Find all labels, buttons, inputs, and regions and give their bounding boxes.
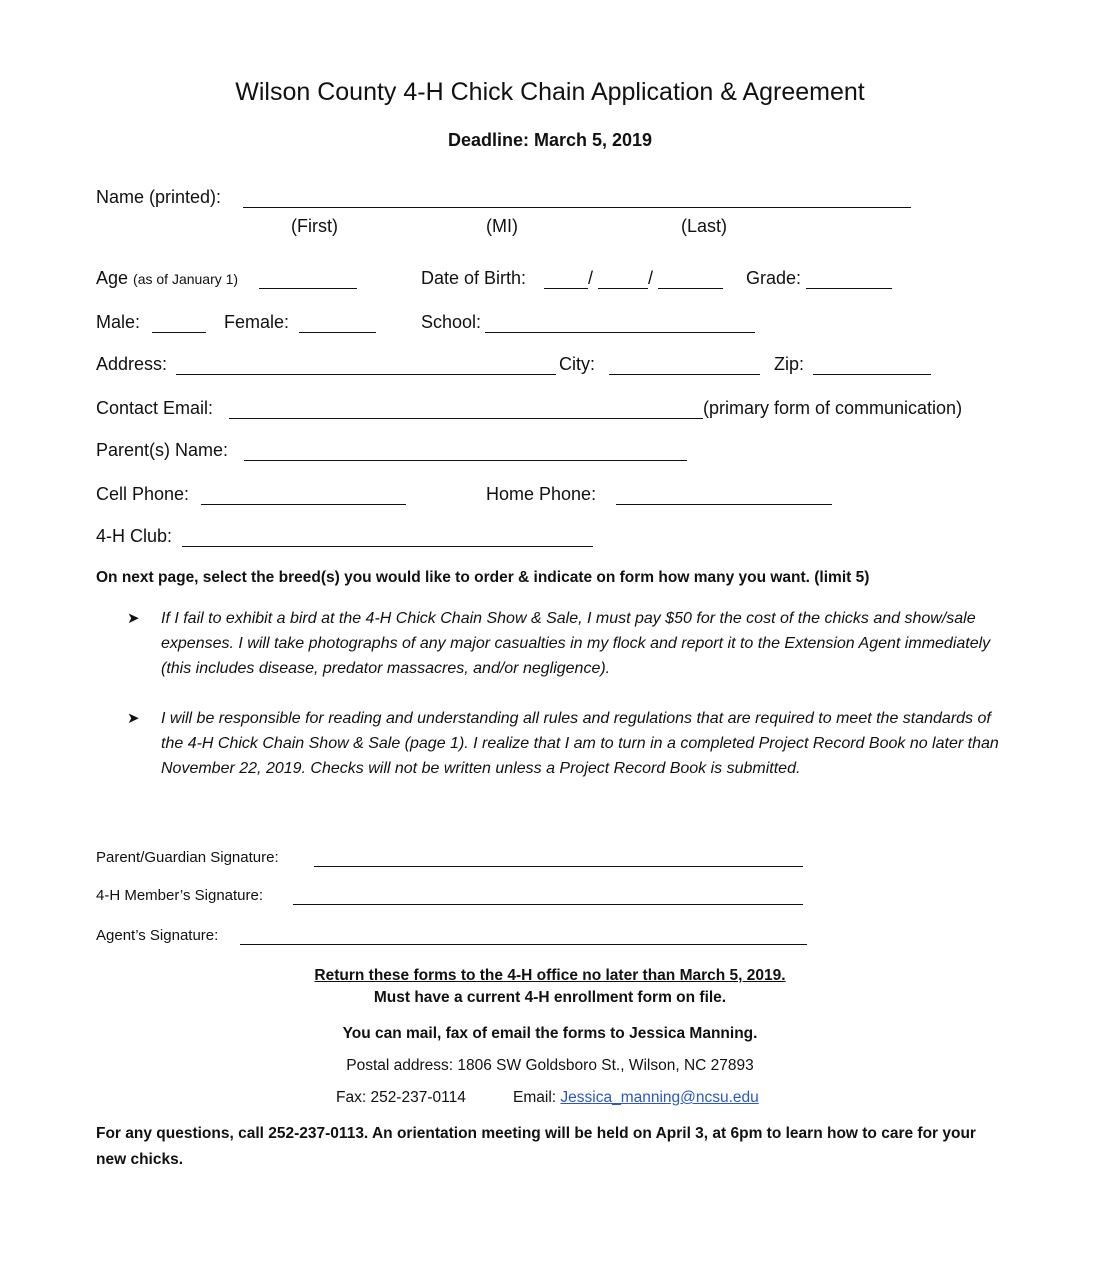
bullet-rules-agreement: I will be responsible for reading and understanding all rules and regulations that are required to meet the standards of the 4-H Chick Chain Show & Sale (page 1). I realize that I am to turn in a completed Project Record Book no later than November 22, 2019. Checks will not be written unless a Project Record Book is submitted.	[161, 710, 999, 777]
fax-number: Fax: 252-237-0114	[336, 1089, 466, 1106]
dob-month-field[interactable]	[544, 288, 588, 289]
bullet-arrow-icon: ➤	[127, 610, 140, 627]
enrollment-requirement: Must have a current 4-H enrollment form on file.	[373, 989, 727, 1006]
email-contact	[513, 1089, 759, 1107]
address-field[interactable]	[176, 374, 556, 375]
email-link[interactable]: Jessica_manning@ncsu.edu	[560, 1089, 759, 1106]
club-label: 4-H Club:	[96, 526, 173, 546]
next-page-instruction: On next page, select the breed(s) you would like to order & indicate on form how many you want. (limit 5)	[96, 569, 870, 586]
last-name-caption: (Last)	[681, 216, 728, 236]
age-label-text: Age	[96, 268, 129, 288]
club-field[interactable]	[182, 546, 593, 547]
return-deadline: Return these forms to the 4-H office no later than March 5, 2019.	[314, 967, 786, 984]
grade-label: Grade:	[746, 268, 802, 288]
email-contact-label: Email:	[513, 1089, 557, 1106]
male-label: Male:	[96, 312, 141, 332]
name-field[interactable]	[243, 207, 911, 208]
zip-field[interactable]	[813, 374, 931, 375]
member-signature-label: 4-H Member’s Signature:	[96, 887, 264, 904]
cell-phone-field[interactable]	[201, 504, 406, 505]
age-label	[96, 268, 238, 289]
email-field[interactable]	[229, 418, 703, 419]
address-label: Address:	[96, 354, 168, 374]
postal-address: Postal address: 1806 SW Goldsboro St., Wilson, NC 27893	[346, 1057, 754, 1074]
middle-initial-caption: (MI)	[486, 216, 518, 236]
dob-day-field[interactable]	[598, 288, 648, 289]
grade-field[interactable]	[806, 288, 892, 289]
agent-signature-label: Agent’s Signature:	[96, 927, 219, 944]
page-title: Wilson County 4-H Chick Chain Application & Agreement	[235, 78, 865, 106]
mail-instructions: You can mail, fax of email the forms to Jessica Manning.	[342, 1025, 758, 1042]
city-label: City:	[559, 354, 595, 374]
home-phone-label: Home Phone:	[486, 484, 597, 504]
female-field[interactable]	[299, 332, 376, 333]
age-field[interactable]	[259, 288, 357, 289]
first-name-caption: (First)	[291, 216, 338, 236]
school-label: School:	[421, 312, 482, 332]
parent-signature-label: Parent/Guardian Signature:	[96, 849, 279, 866]
agent-signature-field[interactable]	[240, 944, 807, 945]
parent-signature-field[interactable]	[314, 866, 803, 867]
deadline: Deadline: March 5, 2019	[447, 130, 653, 150]
dob-label: Date of Birth:	[421, 268, 527, 288]
bullet-arrow-icon: ➤	[127, 710, 140, 727]
cell-phone-label: Cell Phone:	[96, 484, 190, 504]
city-field[interactable]	[609, 374, 760, 375]
male-field[interactable]	[152, 332, 206, 333]
age-note: (as of January 1)	[133, 271, 239, 287]
dob-separator-2: /	[648, 268, 654, 288]
questions-footer: For any questions, call 252-237-0113. An orientation meeting will be held on April 3, at 6pm to learn how to care for your new chicks.	[96, 1125, 976, 1168]
dob-separator-1: /	[588, 268, 594, 288]
member-signature-field[interactable]	[293, 904, 803, 905]
zip-label: Zip:	[774, 354, 805, 374]
email-label: Contact Email:	[96, 398, 214, 418]
bullet-exhibit-agreement: If I fail to exhibit a bird at the 4-H Chick Chain Show & Sale, I must pay $50 for the cost of the chicks and show/sale expenses. I will take photographs of any major casualties in my flock and report it to the Extension Agent immediately (this includes disease, predator massacres, and/or negligence).	[161, 610, 991, 677]
name-label: Name (printed):	[96, 187, 222, 207]
school-field[interactable]	[485, 332, 755, 333]
female-label: Female:	[224, 312, 290, 332]
parent-name-field[interactable]	[244, 460, 687, 461]
email-note: (primary form of communication)	[703, 398, 963, 418]
parent-name-label: Parent(s) Name:	[96, 440, 229, 460]
dob-year-field[interactable]	[658, 288, 723, 289]
home-phone-field[interactable]	[616, 504, 832, 505]
